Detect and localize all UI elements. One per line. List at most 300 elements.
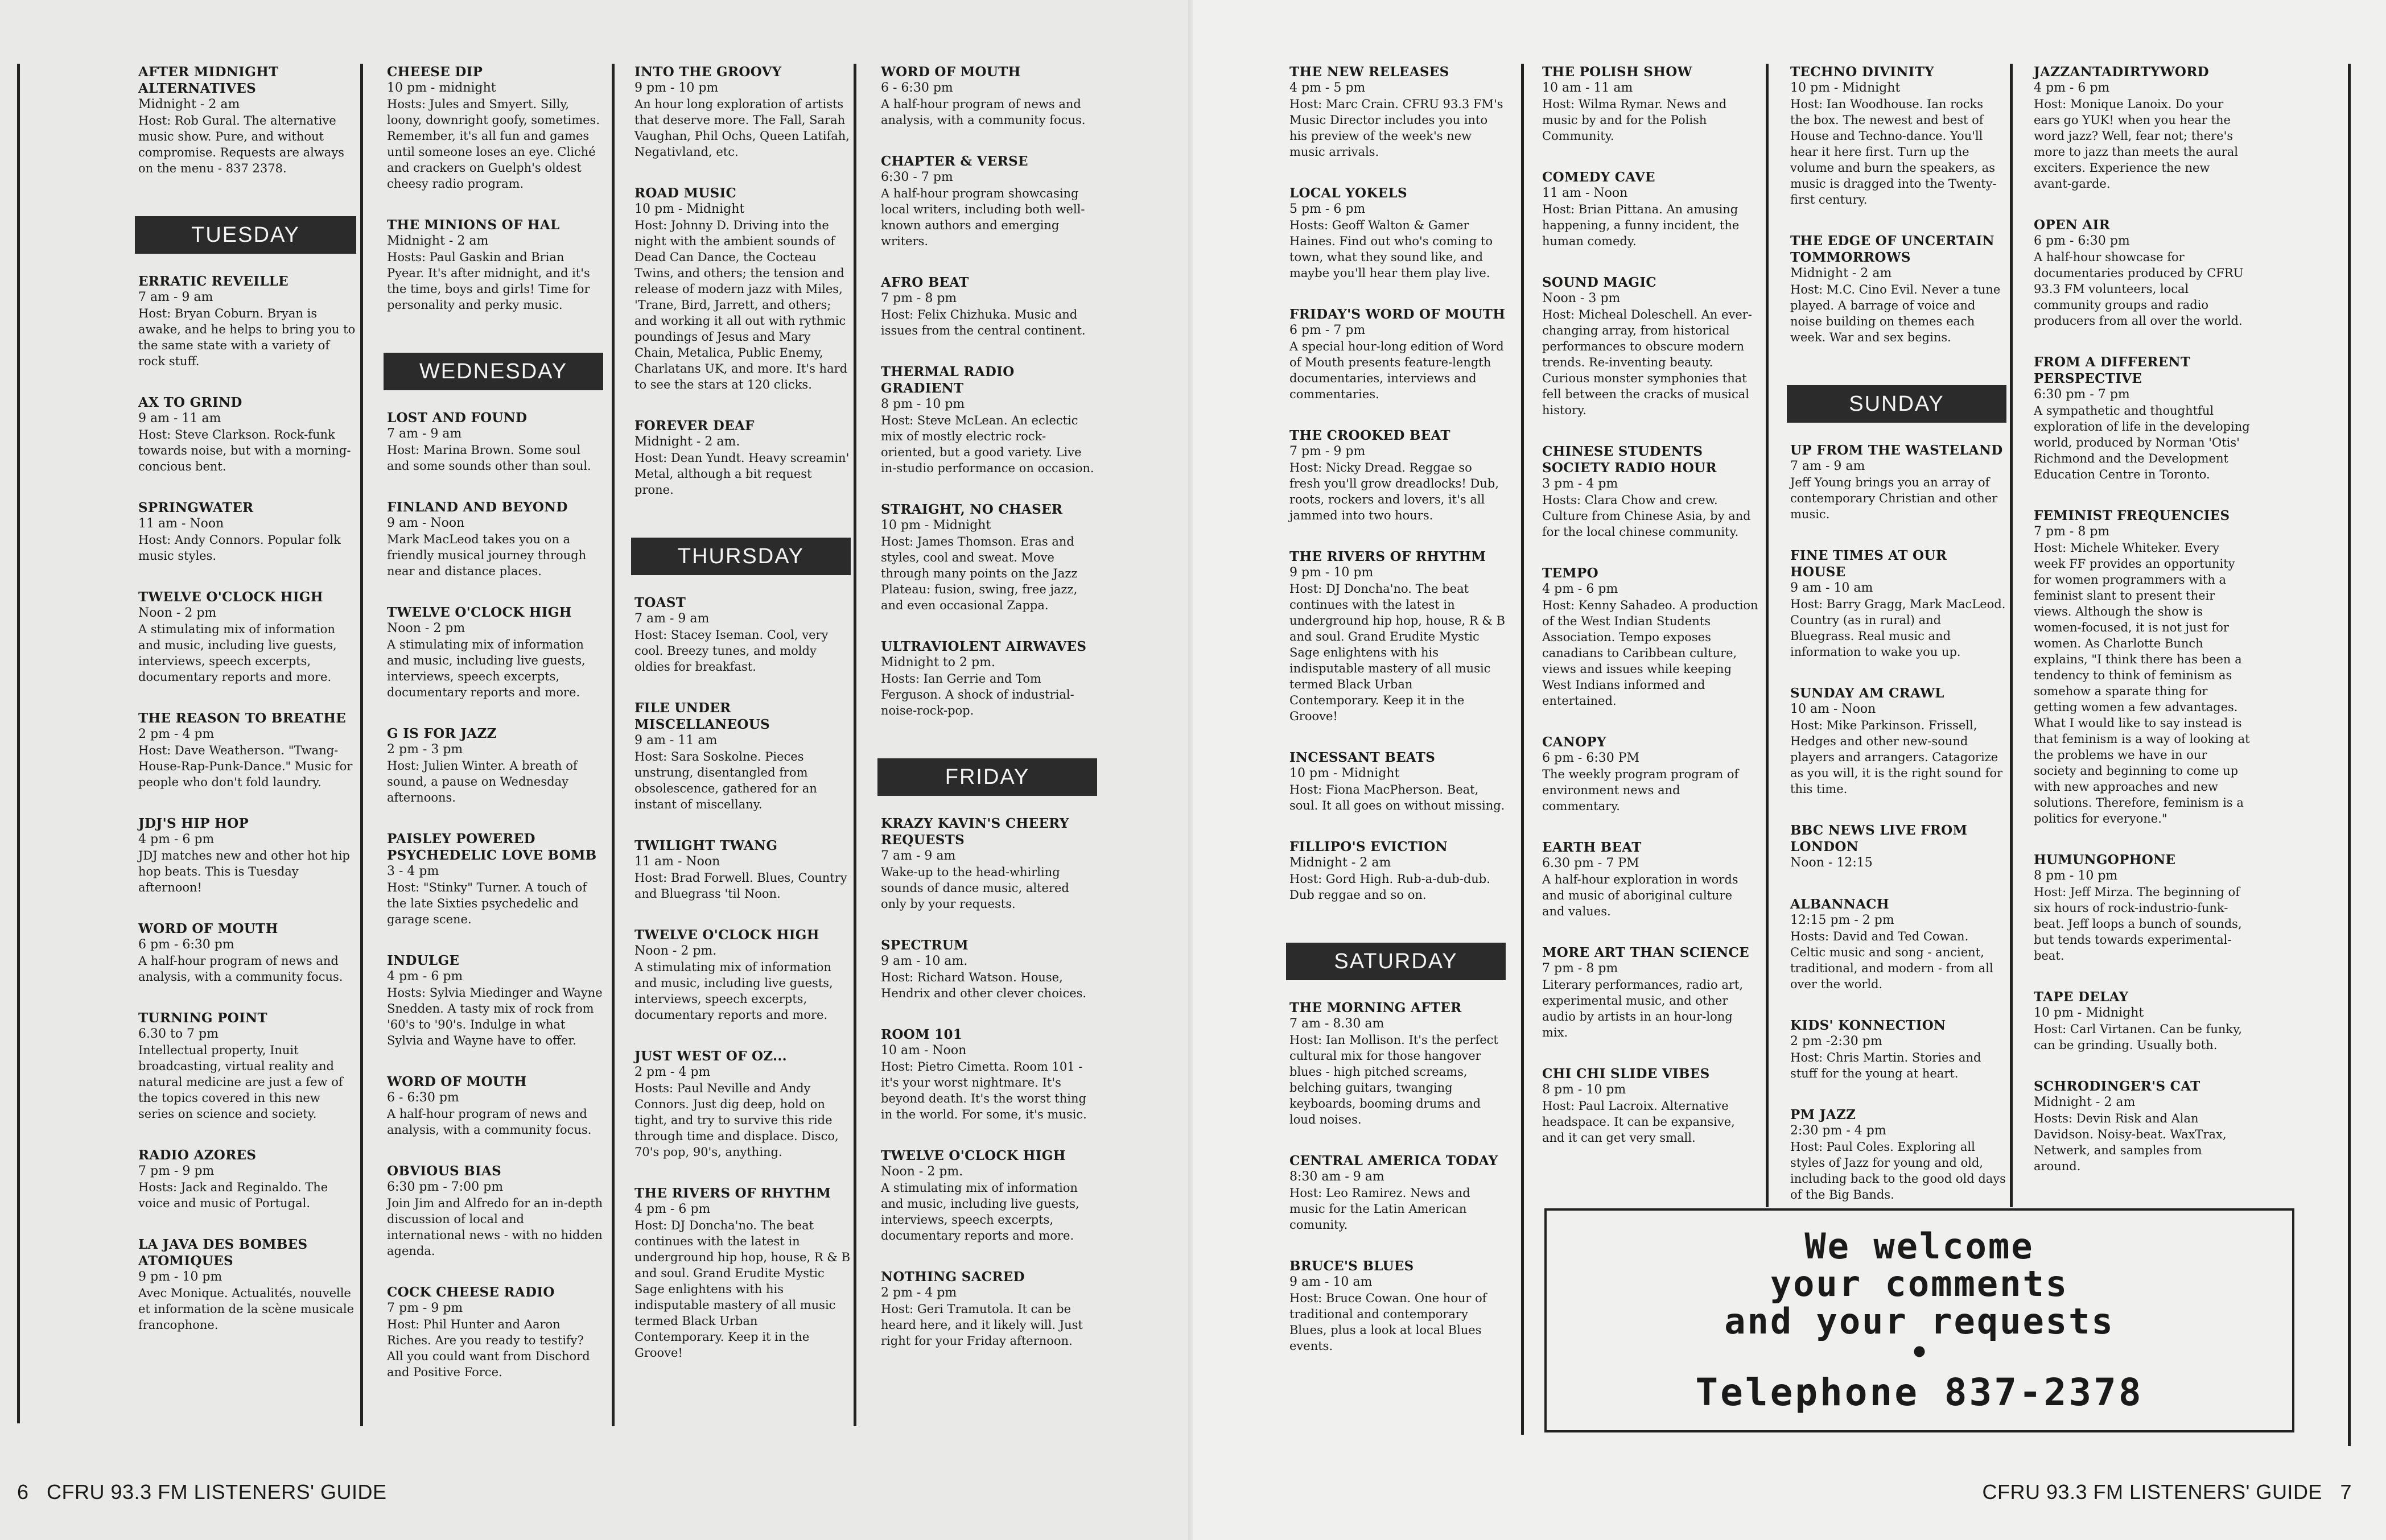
program-time: 7 am - 9 am: [634, 612, 710, 626]
program-time: 6.30 to 7 pm: [138, 1027, 219, 1041]
program-entry: [881, 501, 1097, 613]
schedule-column-8: [2034, 64, 2250, 1199]
program-description: Host: Andy Connors. Popular folk music styles.: [138, 533, 341, 563]
program-entry: [881, 638, 1097, 719]
program-entry: [1790, 822, 2006, 871]
program-description: Hosts: David and Ted Cowan. Celtic music and song - ancient, traditional, and modern - from all over the world.: [1790, 930, 1993, 991]
program-description: Host: Nicky Dread. Reggae so fresh you'll grow dreadlocks! Dub, roots, rockers and lovers, it's all jammed into two hours.: [1289, 461, 1499, 522]
schedule-column-1: [138, 64, 356, 1358]
program-entry: [1289, 427, 1506, 523]
program-title: TOAST: [634, 595, 686, 610]
program-entry: [2034, 354, 2250, 482]
program-time: 9 am - 11 am: [634, 733, 718, 748]
program-description: Host: M.C. Cino Evil. Never a tune played. A barrage of voice and noise building on themes each week. War and sex begins.: [1790, 283, 2001, 344]
program-description: JDJ matches new and other hot hip hop beats. This is Tuesday afternoon!: [138, 849, 350, 894]
program-time: Noon - 2 pm: [138, 606, 217, 620]
program-time: Midnight - 2 am: [2034, 1095, 2136, 1109]
program-title: COCK CHEESE RADIO: [387, 1285, 555, 1300]
program-time: 7 am - 9 am: [387, 427, 462, 441]
program-title: JAZZANTADIRTYWORD: [2034, 64, 2209, 80]
program-time: 6:30 - 7 pm: [881, 170, 953, 184]
program-entry: [1542, 274, 1758, 418]
column-rule: [612, 64, 615, 1426]
program-title: WORD OF MOUTH: [387, 1074, 527, 1089]
program-description: Host: Felix Chizhuka. Music and issues from the central continent.: [881, 308, 1086, 337]
schedule-column-7: [1790, 64, 2006, 1228]
program-description: Hosts: Clara Chow and crew. Culture from Chinese Asia, by and for the local chinese community.: [1542, 493, 1751, 539]
program-time: 6 - 6:30 pm: [387, 1091, 459, 1105]
program-title: INDULGE: [387, 953, 460, 968]
program-entry: [1542, 64, 1758, 144]
program-entry: [138, 920, 356, 985]
program-description: A stimulating mix of information and music, including live guests, interviews, speech excerpts, documentary reports and more.: [387, 638, 586, 699]
program-title: BBC NEWS LIVE FROM LONDON: [1790, 823, 1968, 854]
program-time: 9 am - 10 am.: [881, 954, 968, 968]
program-description: Hosts: Jack and Reginaldo. The voice and music of Portugal.: [138, 1180, 328, 1210]
program-time: Noon - 3 pm: [1542, 291, 1621, 305]
program-time: 7 pm - 8 pm: [881, 291, 957, 305]
program-time: 4 pm - 6 pm: [1542, 582, 1618, 596]
program-time: 11 am - Noon: [1542, 186, 1628, 200]
program-time: 7 pm - 9 pm: [1289, 444, 1366, 459]
program-description: A special hour-long edition of Word of Mouth presents feature-length documentaries, interviews and commentaries.: [1289, 340, 1504, 401]
program-time: 6:30 pm - 7 pm: [2034, 387, 2130, 402]
day-header-wednesday: WEDNESDAY: [384, 353, 603, 390]
program-description: Host: Wilma Rymar. News and music by and for the Polish Community.: [1542, 97, 1727, 143]
program-title: FROM A DIFFERENT PERSPECTIVE: [2034, 354, 2191, 386]
page-number: 7: [2340, 1480, 2352, 1504]
program-entry: [881, 1147, 1097, 1244]
program-description: A half-hour exploration in words and music of aboriginal culture and values.: [1542, 873, 1738, 918]
program-entry: [1790, 547, 2006, 660]
program-entry: [138, 1147, 356, 1211]
column-rule: [17, 64, 20, 1423]
schedule-column-4: [881, 64, 1097, 1374]
schedule-column-3: [634, 64, 851, 1386]
program-entry: [1289, 1000, 1506, 1128]
program-description: Host: Rob Gural. The alternative music show. Pure, and without compromise. Requests are always on the menu - 837 2378.: [138, 114, 344, 175]
program-title: ALBANNACH: [1790, 897, 1889, 912]
program-description: Host: Julien Winter. A breath of sound, a pause on Wednesday afternoons.: [387, 759, 578, 804]
program-entry: [387, 410, 603, 474]
program-description: Host: Leo Ramirez. News and music for the Latin American comunity.: [1289, 1186, 1470, 1232]
program-entry: [881, 937, 1097, 1001]
program-time: 2:30 pm - 4 pm: [1790, 1124, 1886, 1138]
program-time: Midnight - 2 am.: [634, 435, 740, 449]
program-title: THE CROOKED BEAT: [1289, 428, 1450, 443]
program-entry: [881, 1026, 1097, 1122]
program-time: Midnight - 2 am: [1289, 856, 1391, 870]
program-time: 10 pm - Midnight: [1790, 81, 1901, 95]
program-title: INTO THE GROOVY: [634, 64, 782, 80]
program-time: 6:30 pm - 7:00 pm: [387, 1180, 504, 1194]
program-entry: [387, 725, 603, 806]
program-title: THE MORNING AFTER: [1289, 1000, 1462, 1015]
program-time: 3 - 4 pm: [387, 864, 439, 878]
program-time: 6 - 6:30 pm: [881, 81, 953, 95]
program-title: FINE TIMES AT OUR HOUSE: [1790, 548, 1947, 580]
program-time: 7 pm - 9 pm: [138, 1164, 215, 1178]
program-time: 9 pm - 10 pm: [1289, 565, 1374, 580]
program-time: 11 am - Noon: [634, 854, 720, 869]
program-description: A half-hour program showcasing local writers, including both well-known authors and emerging writers.: [881, 187, 1085, 248]
program-description: Join Jim and Alfredo for an in-depth discussion of local and international news - with no hidden agenda.: [387, 1196, 603, 1258]
program-time: 11 am - Noon: [138, 517, 224, 531]
left-page-footer: [17, 1480, 387, 1504]
program-entry: [138, 273, 356, 369]
program-description: Host: Ian Mollison. It's the perfect cultural mix for those hangover blues - high pitched screams, belching guitars, twanging keyboards, booming drums and loud noises.: [1289, 1033, 1498, 1126]
program-title: ROOM 101: [881, 1027, 963, 1042]
program-time: 8:30 am - 9 am: [1289, 1170, 1384, 1184]
program-title: BRUCE'S BLUES: [1289, 1258, 1414, 1274]
program-entry: [634, 594, 851, 675]
program-entry: [138, 64, 356, 176]
program-time: 4 pm - 6 pm: [2034, 81, 2110, 95]
program-title: FEMINIST FREQUENCIES: [2034, 508, 2230, 523]
day-header-friday: FRIDAY: [877, 758, 1097, 796]
program-description: Literary performances, radio art, experimental music, and other audio by artists in an hour-long mix.: [1542, 978, 1744, 1039]
program-description: Host: Micheal Doleschell. An ever-changing array, from historical performances to obscure modern trends. Re-inventing beauty. Curious monster symphonies that fell between the cracks of musical history.: [1542, 308, 1752, 417]
program-title: ROAD MUSIC: [634, 185, 737, 201]
program-title: PM JAZZ: [1790, 1107, 1856, 1122]
program-time: Noon - 2 pm: [387, 621, 465, 635]
program-description: Hosts: Geoff Walton & Gamer Haines. Find out who's coming to town, what they sound like, and maybe you'll hear them play live.: [1289, 218, 1493, 280]
program-description: Hosts: Paul Gaskin and Brian Pyear. It's after midnight, and it's the time, boys and girls! Time for personality and perky music.: [387, 250, 590, 312]
program-description: Host: Steve Clarkson. Rock-funk towards noise, but with a morning-concious bent.: [138, 428, 351, 473]
program-time: 9 am - 10 am: [1289, 1275, 1373, 1289]
program-entry: [1542, 1066, 1758, 1146]
program-time: 2 pm - 4 pm: [881, 1286, 957, 1300]
program-entry: [1542, 734, 1758, 814]
program-title: CHINESE STUDENTS SOCIETY RADIO HOUR: [1542, 444, 1717, 476]
program-time: Midnight - 2 am: [138, 97, 240, 112]
program-description: Host: Jeff Mirza. The beginning of six hours of rock-industrio-funk-beat. Jeff loops a bunch of sounds, but tends towards experimental-beat.: [2034, 885, 2242, 963]
program-entry: [634, 64, 851, 160]
program-time: 2 pm - 4 pm: [634, 1065, 711, 1079]
program-description: The weekly program program of environment news and commentary.: [1542, 767, 1739, 813]
column-rule: [1521, 64, 1524, 1435]
program-entry: [1790, 64, 2006, 208]
program-description: Host: Ian Woodhouse. Ian rocks the box. The newest and best of House and Techno-dance. You'll hear it here first. Turn up the volume and burn the speakers, as music is dragged into the Twenty-first century.: [1790, 97, 1997, 207]
program-description: Jeff Young brings you an array of contemporary Christian and other music.: [1790, 476, 1998, 521]
program-time: 7 pm - 9 pm: [387, 1301, 463, 1315]
program-title: AFRO BEAT: [881, 275, 969, 290]
program-title: JDJ'S HIP HOP: [138, 816, 249, 831]
program-time: 6.30 pm - 7 PM: [1542, 856, 1639, 870]
program-title: INCESSANT BEATS: [1289, 750, 1436, 765]
program-entry: [387, 952, 603, 1048]
program-time: Midnight to 2 pm.: [881, 655, 995, 670]
program-entry: [1289, 839, 1506, 903]
program-entry: [138, 815, 356, 895]
program-time: 9 am - Noon: [387, 516, 465, 530]
program-entry: [2034, 852, 2250, 964]
program-title: CENTRAL AMERICA TODAY: [1289, 1153, 1498, 1169]
program-time: 9 pm - 10 pm: [138, 1270, 222, 1284]
program-description: Host: Marina Brown. Some soul and some sounds other than soul.: [387, 443, 591, 473]
program-title: EARTH BEAT: [1542, 840, 1642, 855]
program-entry: [387, 604, 603, 700]
program-entry: [387, 499, 603, 579]
footer-title: CFRU 93.3 FM LISTENERS' GUIDE: [47, 1480, 387, 1504]
program-title: OBVIOUS BIAS: [387, 1163, 502, 1179]
program-entry: [881, 64, 1097, 128]
program-time: 2 pm - 4 pm: [138, 727, 215, 741]
program-description: A half-hour program of news and analysis, with a community focus.: [881, 97, 1086, 127]
day-header-saturday: SATURDAY: [1286, 943, 1506, 980]
welcome-phone: Telephone 837-2378: [1695, 1370, 2144, 1414]
program-title: G IS FOR JAZZ: [387, 726, 497, 741]
program-time: Midnight - 2 am: [387, 234, 489, 248]
program-title: SUNDAY AM CRAWL: [1790, 686, 1944, 701]
program-time: 8 pm - 10 pm: [881, 397, 965, 411]
program-time: 10 pm - Midnight: [2034, 1006, 2144, 1020]
program-title: KRAZY KAVIN'S CHEERY REQUESTS: [881, 816, 1069, 848]
program-title: CHEESE DIP: [387, 64, 483, 80]
program-time: 9 am - 11 am: [138, 411, 221, 426]
program-entry: [1790, 1017, 2006, 1081]
program-entry: [1289, 749, 1506, 814]
program-title: NOTHING SACRED: [881, 1269, 1025, 1285]
program-time: 2 pm -2:30 pm: [1790, 1034, 1882, 1048]
program-description: Intellectual property, Inuit broadcasting, virtual reality and natural medicine are just a few of the topics covered in this new series on science and society.: [138, 1043, 343, 1121]
program-time: 10 pm - midnight: [387, 81, 496, 95]
program-description: Hosts: Ian Gerrie and Tom Ferguson. A shock of industrial-noise-rock-pop.: [881, 672, 1074, 717]
program-title: THE REASON TO BREATHE: [138, 711, 347, 726]
program-description: Wake-up to the head-whirling sounds of dance music, altered only by your requests.: [881, 865, 1069, 911]
program-entry: [387, 217, 603, 313]
program-description: Host: Stacey Iseman. Cool, very cool. Breezy tunes, and moldy oldies for breakfast.: [634, 628, 829, 674]
program-entry: [634, 1048, 851, 1160]
program-entry: [1289, 64, 1506, 160]
column-rule: [2010, 64, 2013, 1207]
program-entry: [1790, 1107, 2006, 1203]
program-time: Noon - 2 pm.: [634, 944, 717, 958]
program-time: 2 pm - 3 pm: [387, 742, 463, 757]
program-time: 5 pm - 6 pm: [1289, 202, 1366, 216]
program-description: Host: Marc Crain. CFRU 93.3 FM's Music Director includes you into his preview of the week's new music arrivals.: [1289, 97, 1503, 159]
program-entry: [2034, 217, 2250, 329]
column-rule: [1766, 64, 1769, 1207]
program-title: TAPE DELAY: [2034, 989, 2129, 1005]
program-title: TWELVE O'CLOCK HIGH: [387, 605, 572, 620]
program-description: A stimulating mix of information and music, including live guests, interviews, speech excerpts, documentary reports and more.: [634, 960, 833, 1022]
program-description: Host: Gord High. Rub-a-dub-dub. Dub reggae and so on.: [1289, 872, 1490, 902]
program-time: 7 am - 9 am: [138, 290, 213, 304]
program-time: 9 am - 10 am: [1790, 581, 1873, 595]
program-title: UP FROM THE WASTELAND: [1790, 443, 2003, 458]
program-description: Host: Barry Gragg, Mark MacLeod. Country (as in rural) and Bluegrass. Real music and information to wake you up.: [1790, 597, 2006, 659]
right-page-footer: [1982, 1480, 2352, 1504]
program-title: THE RIVERS OF RHYTHM: [1289, 549, 1486, 564]
program-time: 7 am - 9 am: [1790, 459, 1865, 473]
program-description: A half-hour program of news and analysis, with a community focus.: [138, 954, 343, 984]
program-entry: [1790, 442, 2006, 522]
program-entry: [1289, 548, 1506, 724]
program-entry: [881, 364, 1097, 476]
program-description: A stimulating mix of information and music, including live guests, interviews, speech excerpts, documentary reports and more.: [138, 622, 337, 684]
program-description: Host: Carl Virtanen. Can be funky, can be grinding. Usually both.: [2034, 1022, 2242, 1052]
program-title: RADIO AZORES: [138, 1147, 257, 1163]
program-entry: [138, 1236, 356, 1333]
program-title: WORD OF MOUTH: [138, 921, 278, 936]
program-title: FOREVER DEAF: [634, 418, 755, 433]
program-entry: [1542, 443, 1758, 540]
program-time: 7 am - 9 am: [881, 849, 956, 863]
program-entry: [1790, 233, 2006, 345]
program-entry: [2034, 1078, 2250, 1174]
day-header-thursday: THURSDAY: [631, 538, 851, 575]
program-title: FRIDAY'S WORD OF MOUTH: [1289, 307, 1506, 322]
program-entry: [881, 815, 1097, 912]
program-description: Host: Kenny Sahadeo. A production of the West Indian Students Association. Tempo exposes canadians to Caribbean culture, views and issues while keeping West Indians informed and entertained.: [1542, 598, 1758, 708]
program-title: TEMPO: [1542, 565, 1598, 581]
program-entry: [2034, 507, 2250, 827]
program-entry: [138, 710, 356, 790]
program-entry: [881, 274, 1097, 338]
program-time: 7 am - 8.30 am: [1289, 1017, 1384, 1031]
program-entry: [138, 394, 356, 474]
program-title: WORD OF MOUTH: [881, 64, 1021, 80]
program-entry: [1542, 565, 1758, 709]
program-time: 4 pm - 6 pm: [387, 969, 463, 984]
column-rule: [2348, 64, 2351, 1446]
program-time: 9 pm - 10 pm: [634, 81, 719, 95]
program-title: COMEDY CAVE: [1542, 170, 1655, 185]
welcome-box: [1544, 1208, 2294, 1432]
program-entry: [634, 700, 851, 812]
program-description: Host: Fiona MacPherson. Beat, soul. It all goes on without missing.: [1289, 783, 1505, 812]
program-title: THE RIVERS OF RHYTHM: [634, 1186, 831, 1201]
program-description: Hosts: Sylvia Miedinger and Wayne Snedden. A tasty mix of rock from '60's to '90's. Indulge in what Sylvia and Wayne have to offer.: [387, 986, 603, 1047]
program-entry: [387, 1163, 603, 1259]
program-description: Host: Dean Yundt. Heavy screamin' Metal, although a bit request prone.: [634, 451, 850, 497]
program-entry: [1289, 1258, 1506, 1354]
program-description: Host: Johnny D. Driving into the night with the ambient sounds of Dead Can Dance, the Cocteau Twins, and others; the tension and release of modern jazz with Miles, 'Trane, Bird, Jarrett, and others; and working it all out with rythmic poundings of Jesus and Mary Chain, Metalica, Public Enemy, Charlatans UK, and more. It's hard to see the stars at 120 clicks.: [634, 218, 848, 391]
program-title: JUST WEST OF OZ...: [634, 1048, 787, 1064]
program-description: Host: Bruce Cowan. One hour of traditional and contemporary Blues, plus a look at local Blues events.: [1289, 1291, 1487, 1353]
program-title: TWELVE O'CLOCK HIGH: [138, 589, 323, 605]
schedule-column-6: [1542, 64, 1758, 1171]
program-description: Host: Sara Soskolne. Pieces unstrung, disentangled from obsolescence, gathered for an instant of miscellany.: [634, 750, 817, 811]
program-description: Host: Dave Weatherson. "Twang-House-Rap-Punk-Dance." Music for people who don't fold laundry.: [138, 744, 353, 789]
program-title: PAISLEY POWERED PSYCHEDELIC LOVE BOMB: [387, 831, 597, 863]
program-description: Host: Bryan Coburn. Bryan is awake, and he helps to bring you to the same state with a variety of rock stuff.: [138, 307, 356, 368]
program-time: Midnight - 2 am: [1790, 266, 1892, 280]
program-time: Noon - 2 pm.: [881, 1165, 963, 1179]
program-time: 10 am - Noon: [1790, 702, 1876, 716]
program-entry: [1289, 306, 1506, 402]
program-description: Host: Mike Parkinson. Frissell, Hedges and other new-sound players and arrangers. Catagorize as you will, it is the right sound for this time.: [1790, 719, 2003, 796]
welcome-line-2: your comments: [1770, 1263, 2069, 1304]
program-description: Hosts: Paul Neville and Andy Connors. Just dig deep, hold on tight, and try to survive this ride through time and displace. Disco, 70's pop, 90's, anything.: [634, 1081, 839, 1159]
program-entry: [1542, 169, 1758, 249]
program-title: ERRATIC REVEILLE: [138, 274, 289, 289]
column-rule: [854, 64, 856, 1426]
program-description: An hour long exploration of artists that deserve more. The Fall, Sarah Vaughan, Phil Ochs, Queen Latifah, Negativland, etc.: [634, 97, 850, 159]
program-time: 12:15 pm - 2 pm: [1790, 913, 1894, 927]
welcome-dot: •: [1910, 1335, 1929, 1370]
program-title: TECHNO DIVINITY: [1790, 64, 1934, 80]
program-description: Host: Brad Forwell. Blues, Country and Bluegrass 'til Noon.: [634, 871, 847, 901]
program-title: CHI CHI SLIDE VIBES: [1542, 1066, 1710, 1081]
program-time: 6 pm - 7 pm: [1289, 323, 1366, 337]
program-entry: [1790, 685, 2006, 797]
program-title: KIDS' KONNECTION: [1790, 1018, 1946, 1033]
program-title: OPEN AIR: [2034, 217, 2111, 233]
program-time: 10 am - 11 am: [1542, 81, 1633, 95]
program-entry: [634, 185, 851, 393]
schedule-column-5: [1289, 64, 1506, 1379]
program-title: AX TO GRIND: [138, 395, 242, 410]
program-title: STRAIGHT, NO CHASER: [881, 502, 1063, 517]
program-title: SPRINGWATER: [138, 500, 254, 515]
program-description: Hosts: Jules and Smyert. Silly, loony, downright goofy, sometimes. Remember, it's all fun and games until someone loses an eye. Cliché and crackers on Guelph's oldest cheesy radio program.: [387, 97, 600, 191]
program-time: 6 pm - 6:30 pm: [2034, 234, 2130, 248]
program-title: TWELVE O'CLOCK HIGH: [881, 1148, 1066, 1163]
program-title: SPECTRUM: [881, 938, 969, 953]
welcome-line-3: and your requests: [1724, 1300, 2115, 1342]
program-description: A half-hour program of news and analysis, with a community focus.: [387, 1107, 592, 1137]
program-entry: [1289, 185, 1506, 281]
welcome-line-1: We welcome: [1804, 1225, 2034, 1267]
program-title: THE POLISH SHOW: [1542, 64, 1692, 80]
program-entry: [634, 927, 851, 1023]
program-entry: [634, 1185, 851, 1361]
program-description: Host: James Thomson. Eras and styles, cool and sweat. Move through many points on the Jazz Plateau: fusion, swing, free jazz, and even occasional Zappa.: [881, 535, 1078, 612]
program-time: Noon - 12:15: [1790, 856, 1873, 870]
program-entry: [634, 837, 851, 902]
program-description: A sympathetic and thoughtful exploration of life in the developing world, produced by Norman 'Otis' Richmond and the Development Education Centre in Toronto.: [2034, 404, 2250, 481]
program-description: Host: Steve McLean. An eclectic mix of mostly electric rock-oriented, but a good variety. Live in-studio performance on occasion.: [881, 414, 1094, 475]
program-entry: [387, 64, 603, 192]
program-title: ULTRAVIOLENT AIRWAVES: [881, 639, 1087, 654]
schedule-column-2: [387, 64, 603, 1405]
footer-title: CFRU 93.3 FM LISTENERS' GUIDE: [1982, 1480, 2322, 1504]
program-description: Hosts: Devin Risk and Alan Davidson. Noisy-beat. WaxTrax, Netwerk, and samples from around.: [2034, 1112, 2227, 1173]
program-title: FILLIPO'S EVICTION: [1289, 839, 1448, 854]
program-title: THE EDGE OF UNCERTAIN TOMMORROWS: [1790, 233, 1994, 265]
program-entry: [634, 418, 851, 498]
program-title: THE MINIONS OF HAL: [387, 217, 560, 233]
program-description: Host: Chris Martin. Stories and stuff for the young at heart.: [1790, 1051, 1981, 1080]
program-title: SCHRODINGER'S CAT: [2034, 1079, 2200, 1094]
program-entry: [2034, 989, 2250, 1053]
program-title: CHAPTER & VERSE: [881, 154, 1028, 169]
program-title: THE NEW RELEASES: [1289, 64, 1449, 80]
program-time: 8 pm - 10 pm: [1542, 1083, 1626, 1097]
program-time: 4 pm - 6 pm: [138, 832, 215, 847]
program-time: 6 pm - 6:30 PM: [1542, 751, 1640, 765]
program-description: Host: Phil Hunter and Aaron Riches. Are you ready to testify? All you could want from Dischord and Positive Force.: [387, 1318, 590, 1379]
program-entry: [387, 1284, 603, 1380]
day-header-tuesday: TUESDAY: [135, 216, 356, 254]
program-description: Host: Geri Tramutola. It can be heard here, and it likely will. Just right for your Friday afternoon.: [881, 1302, 1083, 1348]
program-time: 4 pm - 6 pm: [634, 1202, 711, 1216]
program-title: THERMAL RADIO GRADIENT: [881, 364, 1015, 396]
program-title: HUMUNGOPHONE: [2034, 852, 2176, 868]
program-time: 3 pm - 4 pm: [1542, 477, 1618, 491]
program-title: FINLAND AND BEYOND: [387, 499, 568, 515]
program-title: AFTER MIDNIGHT ALTERNATIVES: [138, 64, 279, 96]
program-description: Host: Pietro Cimetta. Room 101 - it's your worst nightmare. It's beyond death. It's the worst thing in the world. For some, it's music.: [881, 1060, 1087, 1121]
program-entry: [1542, 944, 1758, 1041]
program-title: LOST AND FOUND: [387, 410, 528, 426]
program-title: TWELVE O'CLOCK HIGH: [634, 927, 819, 943]
program-description: Host: DJ Doncha'no. The beat continues with the latest in underground hip hop, house, R & B and soul. Grand Erudite Mystic Sage enlightens with his indisputable mastery of all music termed Black Urban Contemporary. Keep it in the Groove!: [634, 1219, 851, 1360]
program-description: Host: Michele Whiteker. Every week FF provides an opportunity for women programmers with a feminist slant to present their views. Although the show is women-focused, it is not just for women. As Charlotte Bunch explains, "I think there has been a tendency to think of feminism as somehow a sparate thing for getting women a few advantages. What I would like to say instead is that feminism is a way of looking at the problems we have in our society and beginning to come up with new approaches and new solutions. Therefore, feminism is a politics for everyone.": [2034, 541, 2250, 825]
program-time: 8 pm - 10 pm: [2034, 869, 2118, 883]
